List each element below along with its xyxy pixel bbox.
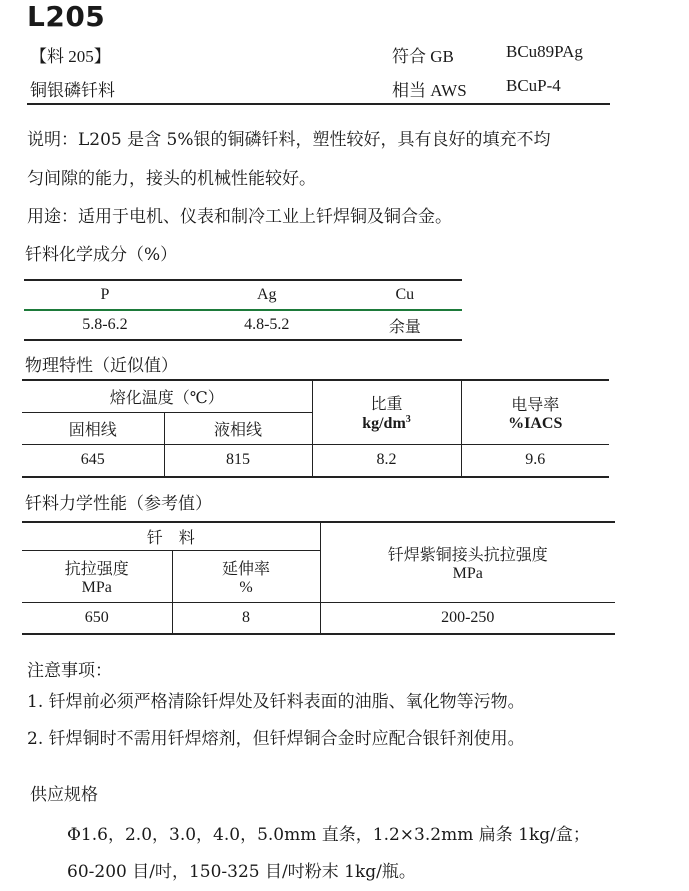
density-unit-exponent: 3 <box>405 414 411 426</box>
header-divider <box>27 103 610 105</box>
description-line-2: 匀间隙的能力，接头的机械性能较好。 <box>27 169 316 189</box>
joint-strength-header: 钎焊紫铜接头抗拉强度 <box>387 546 548 564</box>
composition-heading: 钎料化学成分（%） <box>25 245 178 265</box>
supply-line-2: 60-200 目/吋，150-325 目/吋粉末 1kg/瓶。 <box>67 862 416 882</box>
composition-header-cu: Cu <box>348 280 462 310</box>
filler-header: 钎 料 <box>22 522 320 550</box>
liquidus-header: 液相线 <box>164 412 312 444</box>
composition-table <box>24 279 462 341</box>
notes-heading: 注意事项： <box>27 661 112 681</box>
supply-heading: 供应规格 <box>30 785 98 805</box>
composition-header-ag: Ag <box>186 280 348 310</box>
liquidus-value: 815 <box>164 444 312 477</box>
aws-value: BCuP-4 <box>506 76 561 95</box>
density-value: 8.2 <box>312 444 461 477</box>
usage-text: 用途：适用于电机、仪表和制冷工业上钎焊铜及铜合金。 <box>27 207 452 227</box>
composition-value-p: 5.8-6.2 <box>24 310 186 340</box>
solidus-value: 645 <box>22 444 164 477</box>
note-item-1: 1. 钎焊前必须严格清除钎焊处及钎料表面的油脂、氧化物等污物。 <box>27 692 525 712</box>
material-number: 【料 205】 <box>30 47 111 66</box>
tensile-header-cell <box>22 550 172 602</box>
material-name: 铜银磷钎料 <box>30 81 115 101</box>
density-header-cell <box>312 380 461 444</box>
elongation-unit: % <box>239 578 253 596</box>
conductivity-header-cell <box>461 380 609 444</box>
composition-header-p: P <box>24 280 186 310</box>
aws-label: 相当 AWS <box>392 81 467 100</box>
joint-strength-header-cell <box>320 522 615 602</box>
density-unit: kg/dm <box>362 415 406 433</box>
composition-value-ag: 4.8-5.2 <box>186 310 348 340</box>
melting-temp-header: 熔化温度（℃） <box>22 380 312 412</box>
elongation-value: 8 <box>172 602 320 634</box>
supply-line-1: Φ1.6，2.0，3.0，4.0，5.0mm 直条，1.2×3.2mm 扁条 1kg/盒； <box>67 825 590 845</box>
physical-heading: 物理特性（近似值） <box>25 356 178 376</box>
solidus-header: 固相线 <box>22 412 164 444</box>
conductivity-value: 9.6 <box>461 444 609 477</box>
density-header: 比重 <box>370 396 403 414</box>
note-item-2: 2. 钎焊铜时不需用钎焊熔剂，但钎焊铜合金时应配合银钎剂使用。 <box>27 729 525 749</box>
elongation-header-cell <box>172 550 320 602</box>
joint-strength-unit: MPa <box>452 564 483 582</box>
tensile-unit: MPa <box>81 578 112 596</box>
conductivity-unit: %IACS <box>508 414 563 432</box>
joint-strength-value: 200-250 <box>320 602 615 634</box>
gb-label: 符合 GB <box>392 47 454 66</box>
description-line-1: 说明：L205 是含 5%银的铜磷钎料，塑性较好，具有良好的填充不均 <box>27 130 551 150</box>
density-unit-line <box>313 414 461 433</box>
tensile-value: 650 <box>22 602 172 634</box>
page-title: L205 <box>27 0 106 33</box>
elongation-header: 延伸率 <box>221 560 270 578</box>
gb-value: BCu89PAg <box>506 42 583 61</box>
conductivity-header: 电导率 <box>511 396 560 414</box>
tensile-header: 抗拉强度 <box>64 560 129 578</box>
physical-table <box>22 379 609 478</box>
mechanical-table <box>22 521 615 635</box>
mechanical-heading: 钎料力学性能（参考值） <box>25 494 212 514</box>
composition-value-cu: 余量 <box>348 310 462 340</box>
